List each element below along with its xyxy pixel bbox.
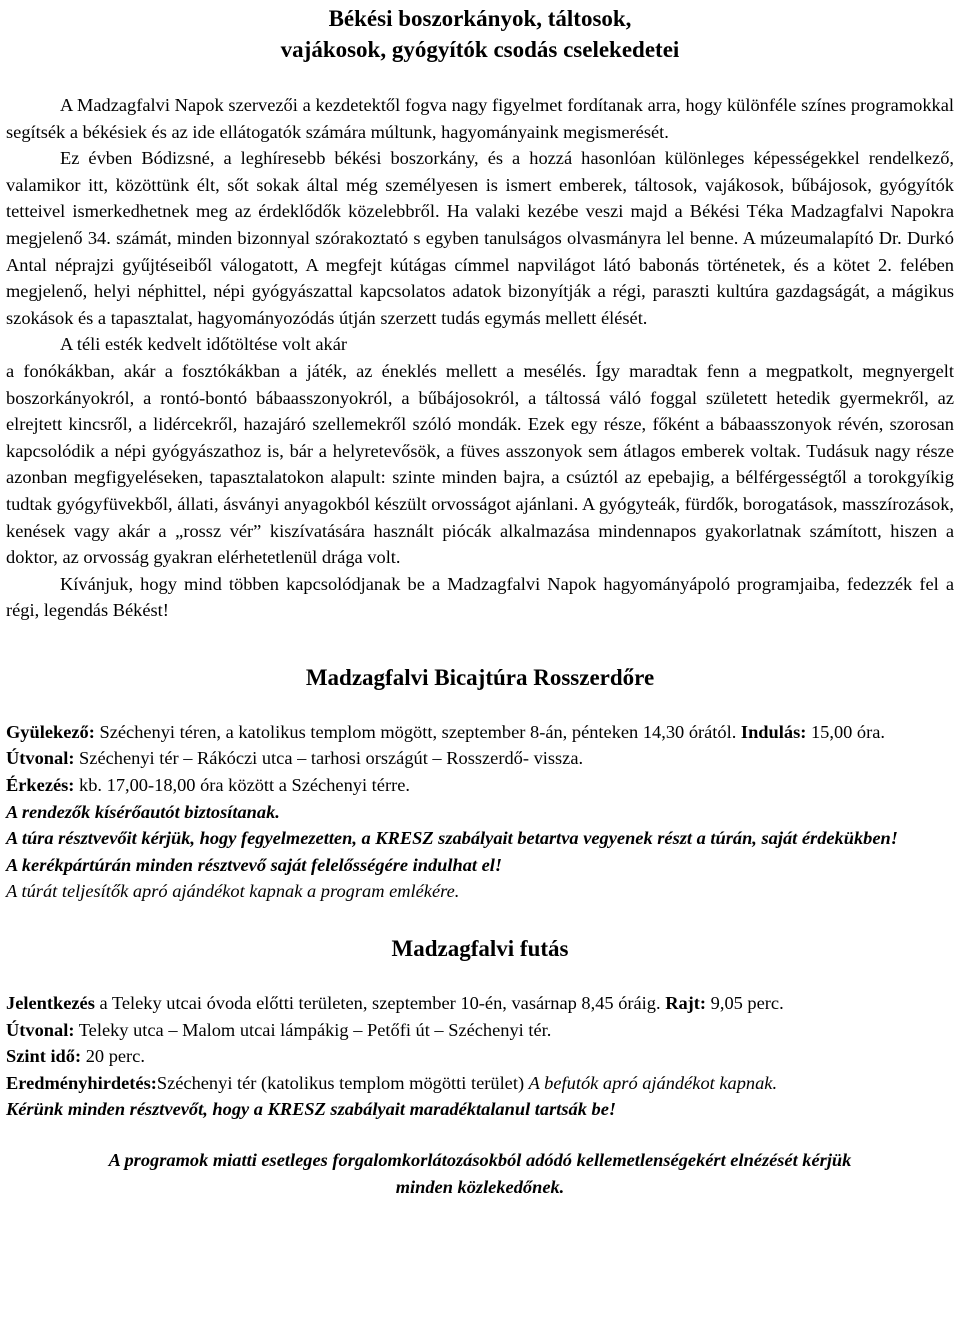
run-results-label: Eredményhirdetés: — [6, 1072, 157, 1093]
bike-arrival — [6, 772, 954, 799]
bike-gathering-text: Széchenyi téren, a katolikus templom mögött, szeptember 8-án, pénteken 14,30 órától. — [94, 721, 741, 742]
run-start-label: Rajt: — [665, 993, 707, 1014]
run-route-text: Teleky utca – Malom utcai lámpákig – Petőfi út – Széchenyi tér. — [74, 1019, 552, 1040]
bike-gathering-label: Gyülekező: — [6, 721, 95, 742]
bike-start-text: 15,00 óra. — [806, 721, 886, 742]
run-registration-label: Jelentkezés — [6, 993, 95, 1014]
run-route-label: Útvonal: — [6, 1019, 75, 1040]
bike-note-kresz: A túra résztvevőit kérjük, hogy fegyelmezetten, a KRESZ szabályait betartva vegyenek részt a túrán, saját érdekükben! — [6, 828, 898, 849]
bike-note-gift: A túrát teljesítők apró ajándékot kapnak a program emlékére. — [6, 881, 460, 902]
bike-arrival-label: Érkezés: — [6, 775, 75, 796]
intro-paragraph-1: A Madzagfalvi Napok szervezői a kezdetektől fogva nagy figyelmet fordítanak arra, hogy különféle színes programokkal segítsék a békésiek és az ide ellátogatók számára múltunk, hagyományaink megismerését. — [6, 95, 954, 142]
traffic-notice-line-2: minden közlekedőnek. — [395, 1176, 565, 1197]
run-heading: Madzagfalvi futás — [391, 936, 569, 962]
bike-route-label: Útvonal: — [6, 748, 75, 769]
intro-paragraph-4: Kívánjuk, hogy mind többen kapcsolódjanak be a Madzagfalvi Napok hagyományápoló programjaiba, fedezzék fel a régi, legendás Békést! — [6, 573, 954, 621]
intro-paragraph-3-start: A téli esték kedvelt időtöltése volt akár — [60, 334, 348, 355]
bike-route — [6, 745, 954, 772]
run-level-text: 20 perc. — [81, 1046, 145, 1067]
run-registration-text: a Teleky utcai óvoda előtti területen, szeptember 10-én, vasárnap 8,45 óráig. — [94, 993, 666, 1014]
run-results-note: A befutók apró ajándékot kapnak. — [528, 1072, 778, 1093]
bike-arrival-text: kb. 17,00-18,00 óra között a Széchenyi térre. — [74, 775, 410, 796]
bike-note-responsibility: A kerékpártúrán minden résztvevő saját felelősségére indulhat el! — [6, 854, 503, 875]
run-results-text: Széchenyi tér (katolikus templom mögötti terület) — [156, 1072, 529, 1093]
run-results — [6, 1070, 954, 1097]
bike-start-label: Indulás: — [740, 721, 807, 742]
run-start-text: 9,05 perc. — [706, 993, 784, 1014]
run-registration — [6, 990, 954, 1017]
bike-note-escort: A rendezők kísérőautót biztosítanak. — [6, 801, 280, 822]
run-route — [6, 1017, 954, 1044]
run-note-kresz: Kérünk minden résztvevőt, hogy a KRESZ szabályait maradéktalanul tartsák be! — [6, 1099, 617, 1120]
bike-tour-heading: Madzagfalvi Bicajtúra Rosszerdőre — [305, 664, 655, 690]
document-page — [6, 0, 954, 1200]
bike-gathering — [6, 719, 954, 746]
run-level-time — [6, 1043, 954, 1070]
title-line-1: Békési boszorkányok, táltosok, — [328, 6, 632, 31]
title-line-2: vajákosok, gyógyítók csodás cselekedetei — [280, 37, 680, 62]
intro-paragraph-2: Ez évben Bódizsné, a leghíresebb békési boszorkány, és a hozzá hasonlóan különleges képességekkel rendelkező, valamikor itt, közöttünk élt, sőt sokak által még személyesen is ismert emberek, táltosok, vajákosok, bűbájosok, gyógyítók tetteivel ismerkedhetnek meg az érdeklődők közelebbről. Ha valaki kezébe veszi majd a Békési Téka Madzagfalvi Napokra megjelenő 34. számát, minden bizonnyal szórakoztató s egyben tanulságos olvasmányra lel benne. A múzeumalapító Dr. Durkó Antal néprajzi gyűjtéseiből válogatott, A megfejt kútágas címmel napvilágot látó babonás történetek, és a kötet 2. felében megjelenő, helyi néphittel, népi gyógyászattal kapcsolatos adatok bizonyítják a régi, paraszti kultúra gazdagságát, a mágikus szokások és a tapasztalat, hagyományozódás útján szerzett tudás egymás mellett élését. — [6, 148, 954, 328]
intro-paragraph-3-body: a fonókákban, akár a fosztókákban a játék, az éneklés mellett a mesélés. Így maradtak fenn a megpatkolt, megnyergelt boszorkányokról, a rontó-bontó bábaasszonyokról, a bűbájosokról, a táltossá váló foggal született hetedik gyermekről, az elrejtett kincsről, a lidércekről, hazajáró szellemekről szóló mondák. Ezek egy része, főként a bábaasszonyok révén, szorosan kapcsolódik a népi gyógyászathoz is, bár a helyretevősök, a füves asszonyok sem átlagos emberek voltak. Tudásuk nagy része azonban megfigyeléseken, tapasztalatokon alapult: szinte minden bajra, a csúztól az epebajig, a bélférgességtől a torokgyíkig tudtak gyógyfüvekből, állati, ásványi anyagokból készült orvosságot ajánlani. A gyógyteák, fürdők, borogatások, masszírozások, kenések vagy akár a „rossz vér” kiszívatására használt piócák alkalmazása mindennapos gyakorlatnak számított, hiszen a doktor, az orvosság gyakran elérhetetlenül drága volt. — [6, 360, 954, 568]
run-level-label: Szint idő: — [6, 1046, 82, 1067]
traffic-notice — [6, 1147, 954, 1200]
bike-route-text: Széchenyi tér – Rákóczi utca – tarhosi országút – Rosszerdő- vissza. — [74, 748, 584, 769]
traffic-notice-line-1: A programok miatti esetleges forgalomkorlátozásokból adódó kellemetlenségekért elnézését kérjük — [108, 1150, 852, 1170]
document-title — [6, 0, 954, 65]
